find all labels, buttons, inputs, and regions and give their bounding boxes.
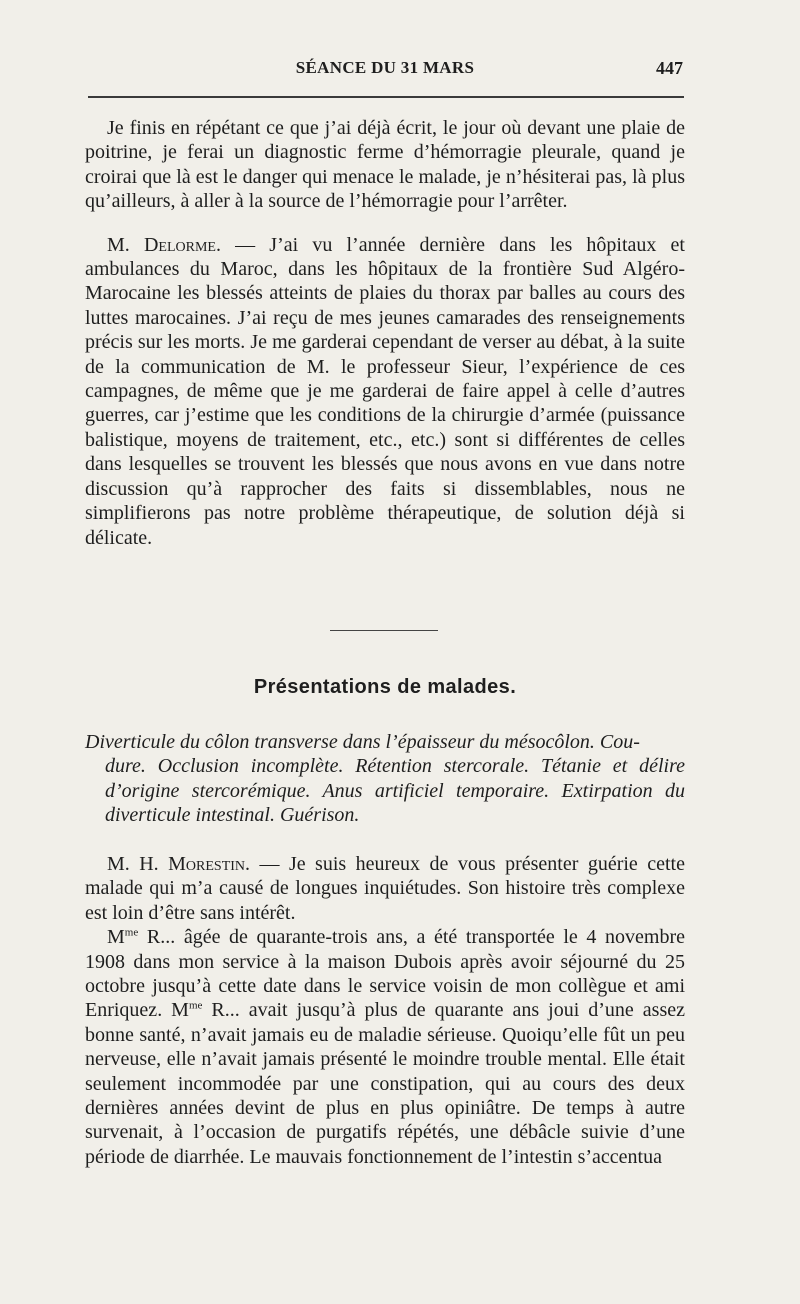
case-text xyxy=(85,852,685,1169)
paragraph-text: R... âgée de quarante-trois ans, a été transportée le 4 novembre 1908 dans mon service à la maison Dubois après avoir séjourné du 25 octobre jusqu’à cette date dans le service voisin de mon collègue et ami Enriquez. M xyxy=(85,926,685,1022)
speaker-name: M. Delorme. xyxy=(107,233,221,256)
paragraph xyxy=(85,925,685,1169)
paragraph-text: Je finis en répétant ce que j’ai déjà écrit, le jour où devant une plaie de poitrine, je ferai un diagnostic ferme d’hémorragie pleurale, quand je croirai que là est le danger qui menace le malade, je n’hésiterai pas, là plus qu’ailleurs, à aller à la source de l’hémorragie pour l’arrêter. xyxy=(85,117,685,213)
paragraph xyxy=(85,852,685,925)
paragraph-text: — J’ai vu l’année dernière dans les hôpitaux et ambulances du Maroc, dans les hôpitaux de la frontière Sud Algéro-Marocaine les blessés atteints de plaies du thorax par balles au cours des luttes marocaines. J’ai reçu de mes jeunes camarades des renseignements précis sur les morts. Je me garderai cependant de verser au débat, à la suite de la communication de M. le professeur Sieur, l’expérience de ces campagnes, de même que je me garderai de faire appel à celle d’autres guerres, car j’estime que les conditions de la chirurgie d’armée (puissance balistique, moyens de traitement, etc., etc.) sont si différentes de celles dans lesquelles se trouvent les blessés que nous avons en vue dans notre discussion qu’à rapprocher des faits si dissemblables, nous ne simplifierons pas notre problème thérapeutique, de solution déjà si délicate. xyxy=(85,233,685,549)
case-title-text xyxy=(85,730,685,828)
case-title-first-line: Diverticule du côlon transverse dans l’épaisseur du mésocôlon. Cou- xyxy=(85,731,640,753)
running-title: SÉANCE DU 31 MARS xyxy=(295,58,475,77)
header-rule xyxy=(88,96,684,98)
title-superscript: me xyxy=(124,926,139,939)
speaker-name: M. H. Morestin. xyxy=(107,853,251,875)
title-prefix: M xyxy=(107,926,125,949)
case-title-rest: dure. Occlusion incomplète. Rétention stercorale. Tétanie et délire d’origine stercorémique. Anus artificiel temporaire. Extirpation du diverticule intestinal. Guérison. xyxy=(105,755,685,827)
paragraph xyxy=(85,233,685,550)
case-title xyxy=(85,730,685,828)
discussion-text xyxy=(85,116,685,550)
paragraph-text: — Je suis heureux de vous présenter guérie cette malade qui m’a causé de longues inquiétudes. Son histoire très complexe est loin d’être sans intérêt. xyxy=(85,853,685,924)
paragraph xyxy=(85,116,685,214)
title-superscript: me xyxy=(188,999,203,1012)
section-title: Présentations de malades. xyxy=(253,676,517,698)
section-separator xyxy=(330,630,438,631)
page-header xyxy=(85,58,685,88)
paragraph-text: R... avait jusqu’à plus de quarante ans joui d’une assez bonne santé, n’avait jamais eu de maladie sérieuse. Quoiqu’elle fût un peu nerveuse, elle n’avait jamais présenté le moindre trouble mental. Elle était seulement incommodée par une constipation, qui au cours des deux dernières années devint de plus en plus opiniâtre. De temps à autre survenait, à l’occasion de purgatifs répétés, une débâcle suivie d’une période de diarrhée. Le mauvais fonctionnement de l’intestin s’accentua xyxy=(85,999,685,1168)
page-number: 447 xyxy=(656,58,683,78)
